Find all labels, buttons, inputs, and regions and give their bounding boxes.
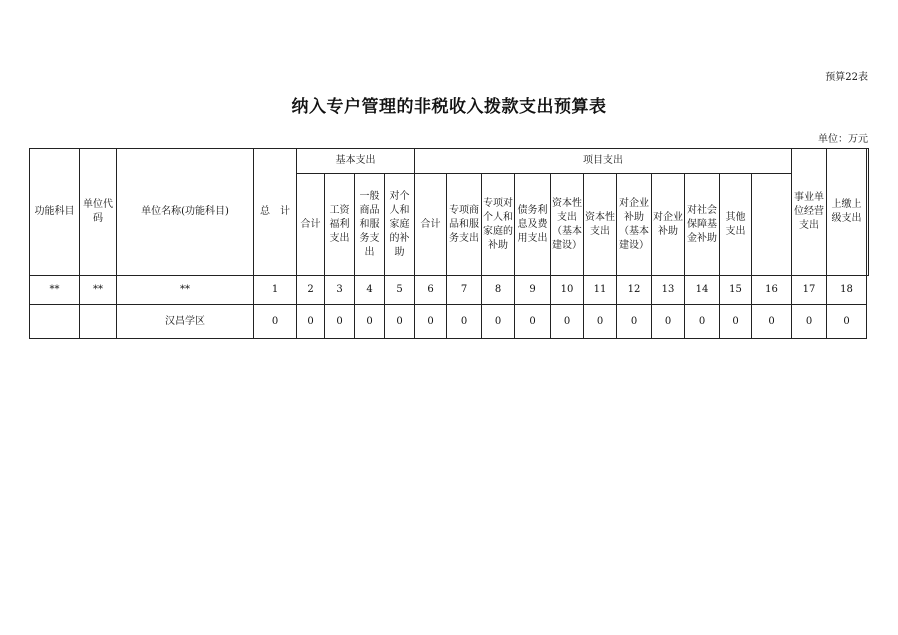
header-social-security: 对社会保障基金补助	[685, 174, 720, 276]
header-special-goods: 专项商品和服务支出	[447, 174, 482, 276]
index-row	[30, 276, 869, 305]
data-cell: 0	[325, 305, 355, 339]
header-func-subject: 功能科目	[30, 149, 80, 276]
data-cell: 0	[720, 305, 752, 339]
header-basic-sum: 合计	[297, 174, 325, 276]
index-cell: 9	[515, 276, 551, 305]
data-row	[30, 305, 869, 339]
index-cell: 8	[482, 276, 515, 305]
header-affiliate-subsidy	[867, 149, 869, 276]
header-unit-code: 单位代码	[80, 149, 117, 276]
header-enterprise: 对企业补助	[652, 174, 685, 276]
unit-name-cell: 汉昌学区	[117, 305, 254, 339]
data-cell: 0	[584, 305, 617, 339]
index-cell: 5	[385, 276, 415, 305]
header-capital: 资本性支出	[584, 174, 617, 276]
table-number: 预算22表	[825, 72, 868, 83]
header-enterprise-construction: 对企业补助（基本建设）	[617, 174, 652, 276]
index-cell: 1	[254, 276, 297, 305]
header-wages: 工资福利支出	[325, 174, 355, 276]
budget-table	[29, 148, 869, 339]
unit-label: 单位：万元	[818, 134, 868, 145]
data-cell: 0	[254, 305, 297, 339]
data-cell: 0	[752, 305, 792, 339]
index-cell: 2	[297, 276, 325, 305]
data-cell: 0	[685, 305, 720, 339]
data-cell: 0	[792, 305, 827, 339]
page-title: 纳入专户管理的非税收入拨款支出预算表	[291, 97, 607, 117]
header-total: 总 计	[254, 149, 297, 276]
index-cell: **	[30, 276, 80, 305]
data-cell: 0	[652, 305, 685, 339]
index-cell: 11	[584, 276, 617, 305]
data-cell: 0	[617, 305, 652, 339]
header-goods-services: 一般商品和服务支出	[355, 174, 385, 276]
data-cell: 0	[447, 305, 482, 339]
index-cell: 13	[652, 276, 685, 305]
data-cell: 0	[355, 305, 385, 339]
header-capital-construction: 资本性支出（基本建设）	[551, 174, 584, 276]
index-cell: 10	[551, 276, 584, 305]
index-cell: 6	[415, 276, 447, 305]
header-other: 其他支出	[720, 174, 752, 276]
data-cell: 0	[482, 305, 515, 339]
data-cell: 0	[515, 305, 551, 339]
header-project-personal: 专项对个人和家庭的补助	[482, 174, 515, 276]
index-cell: 3	[325, 276, 355, 305]
index-cell: 12	[617, 276, 652, 305]
header-project-group: 项目支出	[415, 149, 792, 174]
header-project-sum: 合计	[415, 174, 447, 276]
index-cell: 16	[752, 276, 792, 305]
header-institution-ops: 事业单位经营支出	[792, 149, 827, 276]
header-upper-payment: 上缴上级支出	[827, 149, 867, 276]
index-cell: **	[117, 276, 254, 305]
data-cell	[80, 305, 117, 339]
index-cell: 14	[685, 276, 720, 305]
index-cell: **	[80, 276, 117, 305]
data-cell: 0	[297, 305, 325, 339]
header-unit-name: 单位名称(功能科目)	[117, 149, 254, 276]
header-personal-subsidy: 对个人和家庭的补助	[385, 174, 415, 276]
data-cell: 0	[385, 305, 415, 339]
index-cell: 18	[827, 276, 867, 305]
data-cell: 0	[551, 305, 584, 339]
data-cell	[30, 305, 80, 339]
index-cell: 17	[792, 276, 827, 305]
index-cell: 7	[447, 276, 482, 305]
data-cell: 0	[827, 305, 867, 339]
data-cell: 0	[415, 305, 447, 339]
index-cell: 15	[720, 276, 752, 305]
index-cell: 4	[355, 276, 385, 305]
header-basic-group: 基本支出	[297, 149, 415, 174]
header-debt-interest: 债务利息及费用支出	[515, 174, 551, 276]
